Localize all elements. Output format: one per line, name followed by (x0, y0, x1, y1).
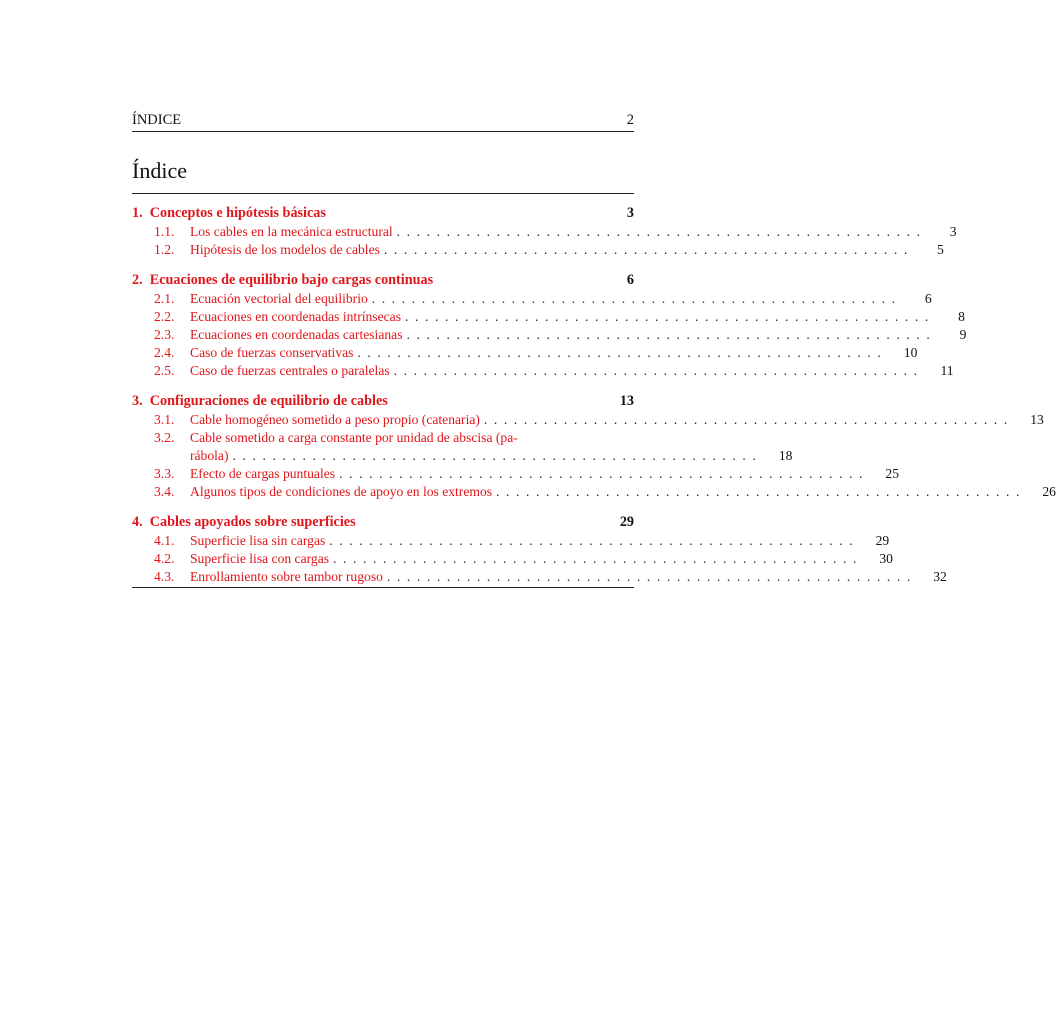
toc-section (132, 270, 967, 380)
entry-page: 26 (1042, 484, 1056, 499)
entry-title: Algunos tipos de condiciones de apoyo en los extremos (190, 484, 493, 499)
entry-page: 18 (778, 448, 793, 463)
entry-number: 1.1. (154, 224, 175, 239)
entry-title: Cable sometido a carga constante por unidad de abscisa (pa- (190, 430, 518, 445)
leader-dots: ..................................................... (405, 309, 935, 324)
entry-title: Caso de fuerzas conservativas (190, 345, 354, 360)
leader-dots: ..................................................... (386, 569, 917, 584)
entry-page: 9 (959, 327, 967, 342)
section-page: 13 (619, 393, 634, 409)
entry-page: 5 (937, 242, 944, 257)
entry-title: Efecto de cargas puntuales (190, 466, 336, 481)
bottom-rule (132, 587, 634, 588)
leader-dots: ..................................................... (483, 412, 1014, 427)
section-title: Cables apoyados sobre superficies (149, 514, 356, 530)
entry-title: Caso de fuerzas centrales o paralelas (190, 363, 390, 378)
entry-page: 8 (958, 309, 965, 324)
section-number: 2. (132, 272, 143, 288)
running-header (132, 112, 634, 132)
leader-dots: ..................................................... (396, 224, 927, 239)
entry-title: Cable homogéneo sometido a peso propio (catenaria) (190, 412, 480, 427)
section-number: 4. (132, 514, 143, 530)
section-title: Configuraciones de equilibrio de cables (149, 393, 388, 409)
toc-entry[interactable] (132, 344, 918, 362)
section-page: 6 (626, 272, 634, 288)
toc-entry[interactable] (132, 465, 899, 483)
leader-dots: ..................................................... (496, 484, 1026, 499)
entry-number: 2.4. (154, 345, 175, 360)
entry-title: Ecuación vectorial del equilibrio (190, 291, 368, 306)
toc-section (132, 203, 957, 259)
leader-dots: ..................................................... (339, 466, 869, 481)
entry-number: 2.3. (154, 327, 175, 342)
section-number: 1. (132, 205, 143, 221)
section-link[interactable] (132, 203, 634, 223)
toc-entry[interactable] (132, 411, 1044, 429)
entry-title: Ecuaciones en coordenadas intrínsecas (190, 309, 401, 324)
toc-entry[interactable] (132, 483, 1056, 501)
entry-page: 30 (879, 551, 893, 566)
toc-entry[interactable] (132, 568, 947, 586)
entry-page: 25 (885, 466, 899, 481)
leader-dots: ..................................................... (333, 551, 863, 566)
entry-page: 6 (924, 291, 932, 306)
entry-number: 2.2. (154, 309, 175, 324)
section-page: 29 (619, 514, 634, 530)
entry-number: 1.2. (154, 242, 175, 257)
entry-page: 32 (933, 569, 947, 584)
entry-title: Enrollamiento sobre tambor rugoso (190, 569, 383, 584)
toc-entry[interactable] (132, 362, 954, 380)
leader-dots: ..................................................... (393, 363, 924, 378)
section-title: Ecuaciones de equilibrio bajo cargas continuas (149, 272, 434, 288)
entry-number: 4.2. (154, 551, 175, 566)
entry-title: Superficie lisa con cargas (190, 551, 330, 566)
section-number: 3. (132, 393, 143, 409)
toc-entry[interactable] (132, 326, 967, 344)
toc-entry[interactable] (132, 550, 893, 568)
entry-page: 3 (949, 224, 957, 239)
table-of-contents (132, 203, 1056, 597)
entry-number: 3.4. (154, 484, 175, 499)
entry-number: 3.3. (154, 466, 175, 481)
page-number: 2 (626, 112, 634, 128)
toc-entry[interactable] (132, 429, 793, 465)
entry-number: 2.1. (154, 291, 175, 306)
section-link[interactable] (132, 391, 634, 411)
toc-entry[interactable] (132, 308, 965, 326)
entry-title: Hipótesis de los modelos de cables (190, 242, 380, 257)
entry-number: 4.1. (154, 533, 175, 548)
section-page: 3 (626, 205, 634, 221)
running-title: ÍNDICE (132, 112, 182, 128)
toc-entry[interactable] (132, 532, 890, 550)
entry-number: 3.1. (154, 412, 175, 427)
entry-number: 3.2. (154, 430, 175, 445)
leader-dots: ..................................................... (357, 345, 888, 360)
entry-page: 13 (1030, 412, 1044, 427)
entry-page: 29 (875, 533, 890, 548)
leader-dots: ..................................................... (406, 327, 937, 342)
entry-title: Los cables en la mecánica estructural (190, 224, 393, 239)
entry-number: 4.3. (154, 569, 175, 584)
toc-section (132, 391, 1056, 501)
toc-entry[interactable] (132, 223, 957, 241)
entry-title: Ecuaciones en coordenadas cartesianas (190, 327, 403, 342)
leader-dots: ..................................................... (371, 291, 902, 306)
entry-page: 10 (903, 345, 918, 360)
leader-dots: ..................................................... (329, 533, 860, 548)
toc-heading: Índice (132, 158, 187, 183)
toc-section (132, 512, 947, 586)
entry-page: 11 (940, 363, 954, 378)
leader-dots: ..................................................... (383, 242, 914, 257)
entry-title: Superficie lisa sin cargas (190, 533, 326, 548)
top-rule (132, 193, 634, 194)
section-link[interactable] (132, 512, 634, 532)
entry-title-continued: rábola) (190, 448, 229, 463)
entry-number: 2.5. (154, 363, 175, 378)
section-title: Conceptos e hipótesis básicas (149, 205, 326, 221)
toc-entry[interactable] (132, 290, 932, 308)
leader-dots: ..................................................... (232, 448, 763, 463)
toc-entry[interactable] (132, 241, 944, 259)
section-link[interactable] (132, 270, 634, 290)
